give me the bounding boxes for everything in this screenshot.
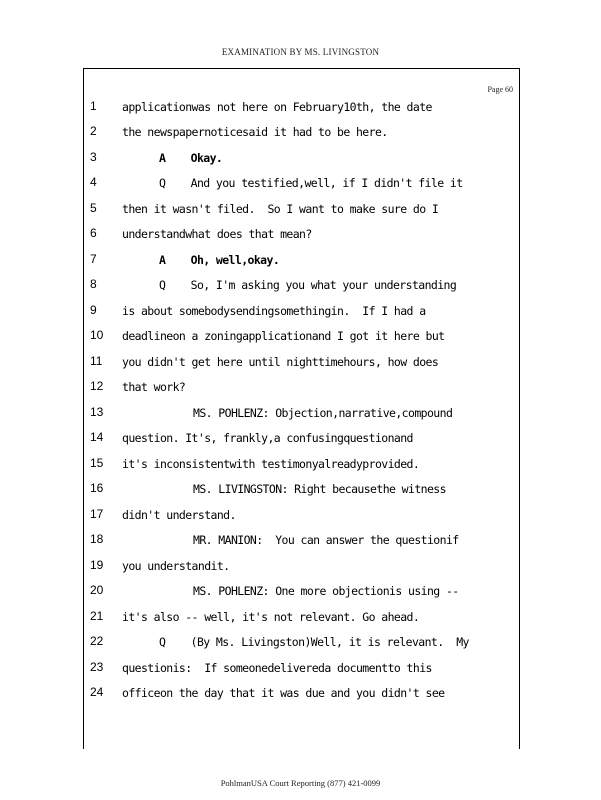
line-number: 3 bbox=[90, 150, 97, 164]
line-number: 5 bbox=[90, 201, 97, 215]
transcript-line: is about somebodysendingsomethingin. If I had a bbox=[122, 304, 426, 318]
transcript-line: then it wasn't filed. So I want to make sure do I bbox=[122, 202, 439, 216]
line-number: 9 bbox=[90, 303, 97, 317]
line-number: 10 bbox=[90, 328, 104, 342]
line-number: 24 bbox=[90, 685, 104, 699]
transcript-line: Q (By Ms. Livingston)Well, it is relevant. My bbox=[159, 635, 469, 649]
line-number: 12 bbox=[90, 379, 104, 393]
transcript-line: MS. LIVINGSTON: Right becausethe witness bbox=[193, 482, 446, 496]
line-number: 21 bbox=[90, 609, 104, 623]
line-number: 14 bbox=[90, 430, 104, 444]
transcript-line: it's inconsistentwith testimonyalreadyprovided. bbox=[122, 457, 420, 471]
line-number: 16 bbox=[90, 481, 104, 495]
line-number: 1 bbox=[90, 99, 97, 113]
line-number: 6 bbox=[90, 226, 97, 240]
transcript-line: that work? bbox=[122, 380, 186, 394]
transcript-line: didn't understand. bbox=[122, 508, 236, 522]
transcript-line: understandwhat does that mean? bbox=[122, 227, 312, 241]
line-number: 23 bbox=[90, 660, 104, 674]
transcript-line: Q So, I'm asking you what your understanding bbox=[159, 278, 457, 292]
page-number: Page 60 bbox=[487, 85, 513, 94]
line-number: 13 bbox=[90, 405, 104, 419]
transcript-line: questionis: If someonedelivereda documentto this bbox=[122, 661, 432, 675]
page-header: EXAMINATION BY MS. LIVINGSTON bbox=[221, 47, 380, 57]
line-number: 8 bbox=[90, 277, 97, 291]
line-number: 22 bbox=[90, 634, 104, 648]
line-number: 18 bbox=[90, 532, 104, 546]
transcript-line: it's also -- well, it's not relevant. Go ahead. bbox=[122, 610, 420, 624]
transcript-line: A Oh, well,okay. bbox=[159, 253, 280, 267]
line-number: 20 bbox=[90, 583, 104, 597]
transcript-line: question. It's, frankly,a confusingquestionand bbox=[122, 431, 413, 445]
transcript-line: A Okay. bbox=[159, 151, 223, 165]
transcript-line: you understandit. bbox=[122, 559, 230, 573]
page-footer: PohlmanUSA Court Reporting (877) 421-0099 bbox=[220, 778, 381, 788]
transcript-line: officeon the day that it was due and you didn't see bbox=[122, 686, 445, 700]
line-number: 17 bbox=[90, 507, 104, 521]
line-number: 11 bbox=[90, 354, 103, 368]
transcript-line: applicationwas not here on February10th, the date bbox=[122, 100, 432, 114]
line-number: 19 bbox=[90, 558, 104, 572]
transcript-line: MS. POHLENZ: One more objectionis using -- bbox=[193, 584, 459, 598]
transcript-line: MR. MANION: You can answer the questionif bbox=[193, 533, 459, 547]
transcript-line: you didn't get here until nighttimehours, how does bbox=[122, 355, 439, 369]
line-number: 15 bbox=[90, 456, 104, 470]
transcript-line: MS. POHLENZ: Objection,narrative,compound bbox=[193, 406, 453, 420]
line-number: 7 bbox=[90, 252, 97, 266]
transcript-line: the newspapernoticesaid it had to be here. bbox=[122, 125, 388, 139]
transcript-line: deadlineon a zoningapplicationand I got it here but bbox=[122, 329, 445, 343]
line-number: 2 bbox=[90, 124, 97, 138]
transcript-line: Q And you testified,well, if I didn't file it bbox=[159, 176, 463, 190]
line-number: 4 bbox=[90, 175, 97, 189]
